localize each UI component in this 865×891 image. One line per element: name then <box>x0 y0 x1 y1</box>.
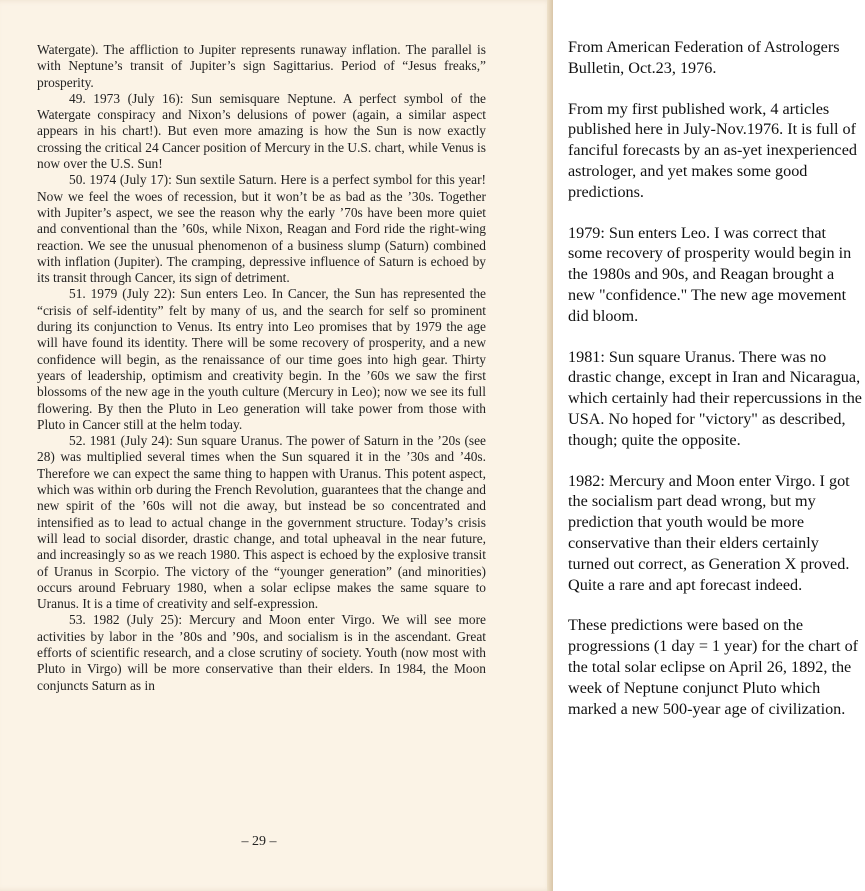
commentary-text <box>568 37 863 739</box>
paragraph-51-1979: 51. 1979 (July 22): Sun enters Leo. In Cancer, the Sun has represented the “crisis of self-identity” felt by many of us, and the search for self so prominent during its conjunction to Venus. Its entry into Leo promises that by 1979 the age will have found its identity. There will be some recovery of prosperity, and a new confidence will begin, as the renaissance of our time goes into high gear. Thirty years of leadership, optimism and creativity begin. In the ’60s we saw the first blossoms of the new age in the youth culture (Mercury in Leo); now we see its full flowering. By then the Pluto in Leo generation will take power from those with Pluto in Cancer still at the helm today. <box>37 286 486 432</box>
paragraph-53-1982: 53. 1982 (July 25): Mercury and Moon enter Virgo. We will see more activities by labor in the ’80s and ’90s, and socialism is in the ascendant. Great efforts of scientific research, and a close scrutiny of society. Youth (now most with Pluto in Virgo) will be more conservative than their elders. In 1984, the Moon conjuncts Saturn as in <box>37 612 486 693</box>
commentary-page-right <box>553 0 865 891</box>
paragraph-50-1974: 50. 1974 (July 17): Sun sextile Saturn. Here is a perfect symbol for this year! Now we feel the woes of recession, but it won’t be as bad as the ’30s. Together with Jupiter’s aspect, we see the reason why the early ’70s have been more quiet and conventional than the ’60s, while Nixon, Reagan and Ford ride the right-wing reaction. We see the unusual phenomenon of a business slump (Saturn) combined with inflation (Jupiter). The cramping, depressive influence of Saturn is echoed by its transit through Cancer, its sign of detriment. <box>37 172 486 286</box>
paragraph-49-1973: 49. 1973 (July 16): Sun semisquare Neptune. A perfect symbol of the Watergate conspiracy and Nixon’s delusions of power (again, a similar aspect appears in his chart!). But even more amazing is how the Sun is now exactly crossing the critical 24 Cancer position of Mercury in the U.S. chart, while Venus is now over the U.S. Sun! <box>37 90 486 172</box>
intro-note: From my first published work, 4 articles published here in July-Nov.1976. It is full of fanciful forecasts by an as-yet inexperienced astrologer, and yet makes some good predictions. <box>568 99 857 201</box>
paragraph-52-1981: 52. 1981 (July 24): Sun square Uranus. The power of Saturn in the ’20s (see 28) was multiplied several times when the Sun squared it in the ’30s and ’40s. Therefore we can expect the same thing to happen with Uranus. This potent aspect, which was within orb during the French Revolution, guarantees that the change and new spirit of the ’60s will not die away, but instead be so concentrated and intensified as to lead to actual change in the government structure. Today’s crisis will lead to social disorder, drastic change, and total upheaval in the near future, and increasingly so as we reach 1980. This aspect is echoed by the explosive transit of Uranus in Scorpio. The victory of the “younger generation” (and minorities) occurs around February 1980, when a solar eclipse makes the same square to Uranus. It is a time of creativity and self-expression. <box>37 433 486 612</box>
source-note: From American Federation of Astrologers Bulletin, Oct.23, 1976. <box>568 38 840 77</box>
paragraph-continuation: Watergate). The affliction to Jupiter represents runaway inflation. The parallel is with Neptune’s transit of Jupiter’s sign Sagittarius. Period of “Jesus freaks,” prosperity. <box>37 42 486 90</box>
note-1981: 1981: Sun square Uranus. There was no drastic change, except in Iran and Nicaragua, which certainly had their repercussions in the USA. No hoped for "victory" as described, though; quite the opposite. <box>568 347 862 449</box>
method-note: These predictions were based on the progressions (1 day = 1 year) for the chart of the total solar eclipse on April 26, 1892, the week of Neptune conjunct Pluto which marked a new 500-year age of civilization. <box>568 616 859 718</box>
page-number: – 29 – <box>241 834 277 849</box>
note-1979: 1979: Sun enters Leo. I was correct that some recovery of prosperity would begin in the 1980s and 90s, and Reagan brought a new "confidence." The new age movement did bloom. <box>568 223 852 325</box>
book-page-text <box>37 42 486 694</box>
note-1982: 1982: Mercury and Moon enter Virgo. I got the socialism part dead wrong, but my prediction that youth would be more conservative than their elders certainly turned out correct, as Generation X proved. Quite a rare and apt forecast indeed. <box>568 471 850 594</box>
